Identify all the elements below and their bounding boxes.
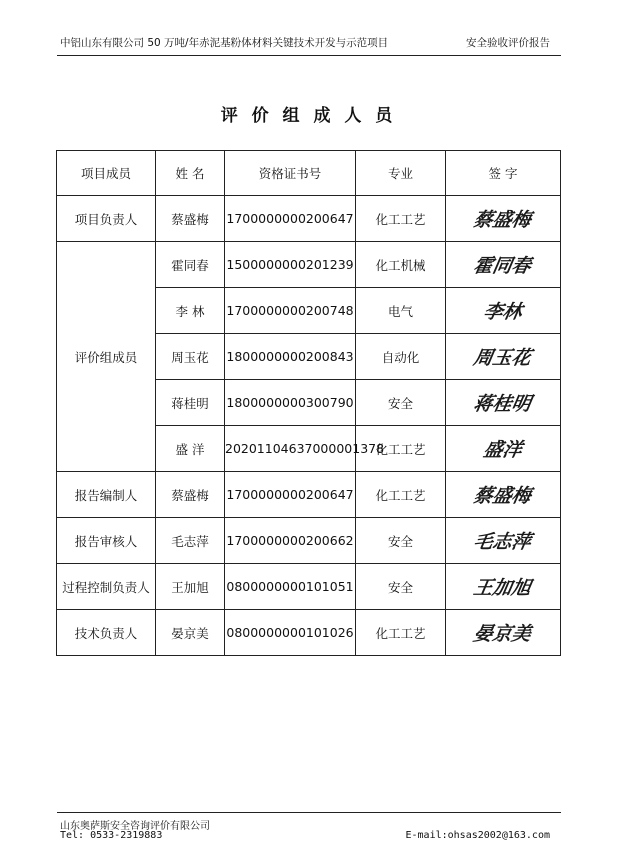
name-cell: 霍同春 <box>156 242 225 288</box>
name-cell: 蒋桂明 <box>156 380 225 426</box>
major-cell: 安全 <box>356 564 446 610</box>
footer-company: 山东奥萨斯安全咨询评价有限公司 <box>60 821 210 832</box>
header-cert: 资格证书号 <box>225 151 356 196</box>
cert-cell: 1700000000200662 <box>225 518 356 564</box>
handwritten-signature: 蔡盛梅 <box>472 485 534 507</box>
major-cell: 化工工艺 <box>356 196 446 242</box>
header-report-type: 安全验收评价报告 <box>466 37 550 49</box>
footer-tel: Tel: 0533-2319883 <box>60 830 163 841</box>
signature-cell <box>446 610 561 656</box>
handwritten-signature: 蔡盛梅 <box>472 209 534 231</box>
cert-cell: 1700000000200647 <box>225 472 356 518</box>
signature-cell <box>446 196 561 242</box>
major-cell: 化工机械 <box>356 242 446 288</box>
signature-cell <box>446 288 561 334</box>
table-row <box>57 610 561 656</box>
cert-cell: 1700000000200748 <box>225 288 356 334</box>
signature-cell <box>446 380 561 426</box>
handwritten-signature: 晏京美 <box>472 623 534 645</box>
handwritten-signature: 李林 <box>481 301 524 323</box>
footer-divider <box>57 812 561 813</box>
major-cell: 化工工艺 <box>356 472 446 518</box>
name-cell: 周玉花 <box>156 334 225 380</box>
major-cell: 电气 <box>356 288 446 334</box>
cert-cell: 1700000000200647 <box>225 196 356 242</box>
major-cell: 自动化 <box>356 334 446 380</box>
role-cell: 过程控制负责人 <box>57 564 156 610</box>
name-cell: 蔡盛梅 <box>156 196 225 242</box>
table-row <box>57 518 561 564</box>
handwritten-signature: 周玉花 <box>472 347 534 369</box>
major-cell: 化工工艺 <box>356 426 446 472</box>
cert-cell: 1500000000201239 <box>225 242 356 288</box>
major-cell: 安全 <box>356 518 446 564</box>
role-cell: 评价组成员 <box>57 242 156 472</box>
role-cell: 报告审核人 <box>57 518 156 564</box>
handwritten-signature: 王加旭 <box>472 577 534 599</box>
table-header-row <box>57 151 561 196</box>
signature-cell <box>446 518 561 564</box>
handwritten-signature: 霍同春 <box>472 255 534 277</box>
name-cell: 盛 洋 <box>156 426 225 472</box>
evaluation-team-table <box>56 150 561 656</box>
name-cell: 晏京美 <box>156 610 225 656</box>
table-row <box>57 242 561 288</box>
cert-cell: 0800000000101051 <box>225 564 356 610</box>
page-title: 评 价 组 成 人 员 <box>220 106 397 126</box>
name-cell: 王加旭 <box>156 564 225 610</box>
name-cell: 毛志萍 <box>156 518 225 564</box>
header-name: 姓 名 <box>156 151 225 196</box>
role-cell: 报告编制人 <box>57 472 156 518</box>
header-signature: 签 字 <box>446 151 561 196</box>
cert-cell: 1800000000200843 <box>225 334 356 380</box>
signature-cell <box>446 426 561 472</box>
cert-cell: 20201104637000001378 <box>225 426 356 472</box>
table-row <box>57 564 561 610</box>
name-cell: 李 林 <box>156 288 225 334</box>
header-role: 项目成员 <box>57 151 156 196</box>
name-cell: 蔡盛梅 <box>156 472 225 518</box>
signature-cell <box>446 242 561 288</box>
role-cell: 项目负责人 <box>57 196 156 242</box>
header-divider <box>57 55 561 56</box>
table-row <box>57 472 561 518</box>
major-cell: 化工工艺 <box>356 610 446 656</box>
header-project-title: 中铝山东有限公司 50 万吨/年赤泥基粉体材料关键技术开发与示范项目 <box>60 37 389 49</box>
table-row <box>57 196 561 242</box>
handwritten-signature: 蒋桂明 <box>472 393 534 415</box>
footer-email: E-mail:ohsas2002@163.com <box>405 830 550 841</box>
signature-cell <box>446 334 561 380</box>
major-cell: 安全 <box>356 380 446 426</box>
handwritten-signature: 毛志萍 <box>472 531 534 553</box>
role-cell: 技术负责人 <box>57 610 156 656</box>
header-major: 专业 <box>356 151 446 196</box>
signature-cell <box>446 472 561 518</box>
signature-cell <box>446 564 561 610</box>
handwritten-signature: 盛洋 <box>481 439 524 461</box>
cert-cell: 0800000000101026 <box>225 610 356 656</box>
cert-cell: 1800000000300790 <box>225 380 356 426</box>
